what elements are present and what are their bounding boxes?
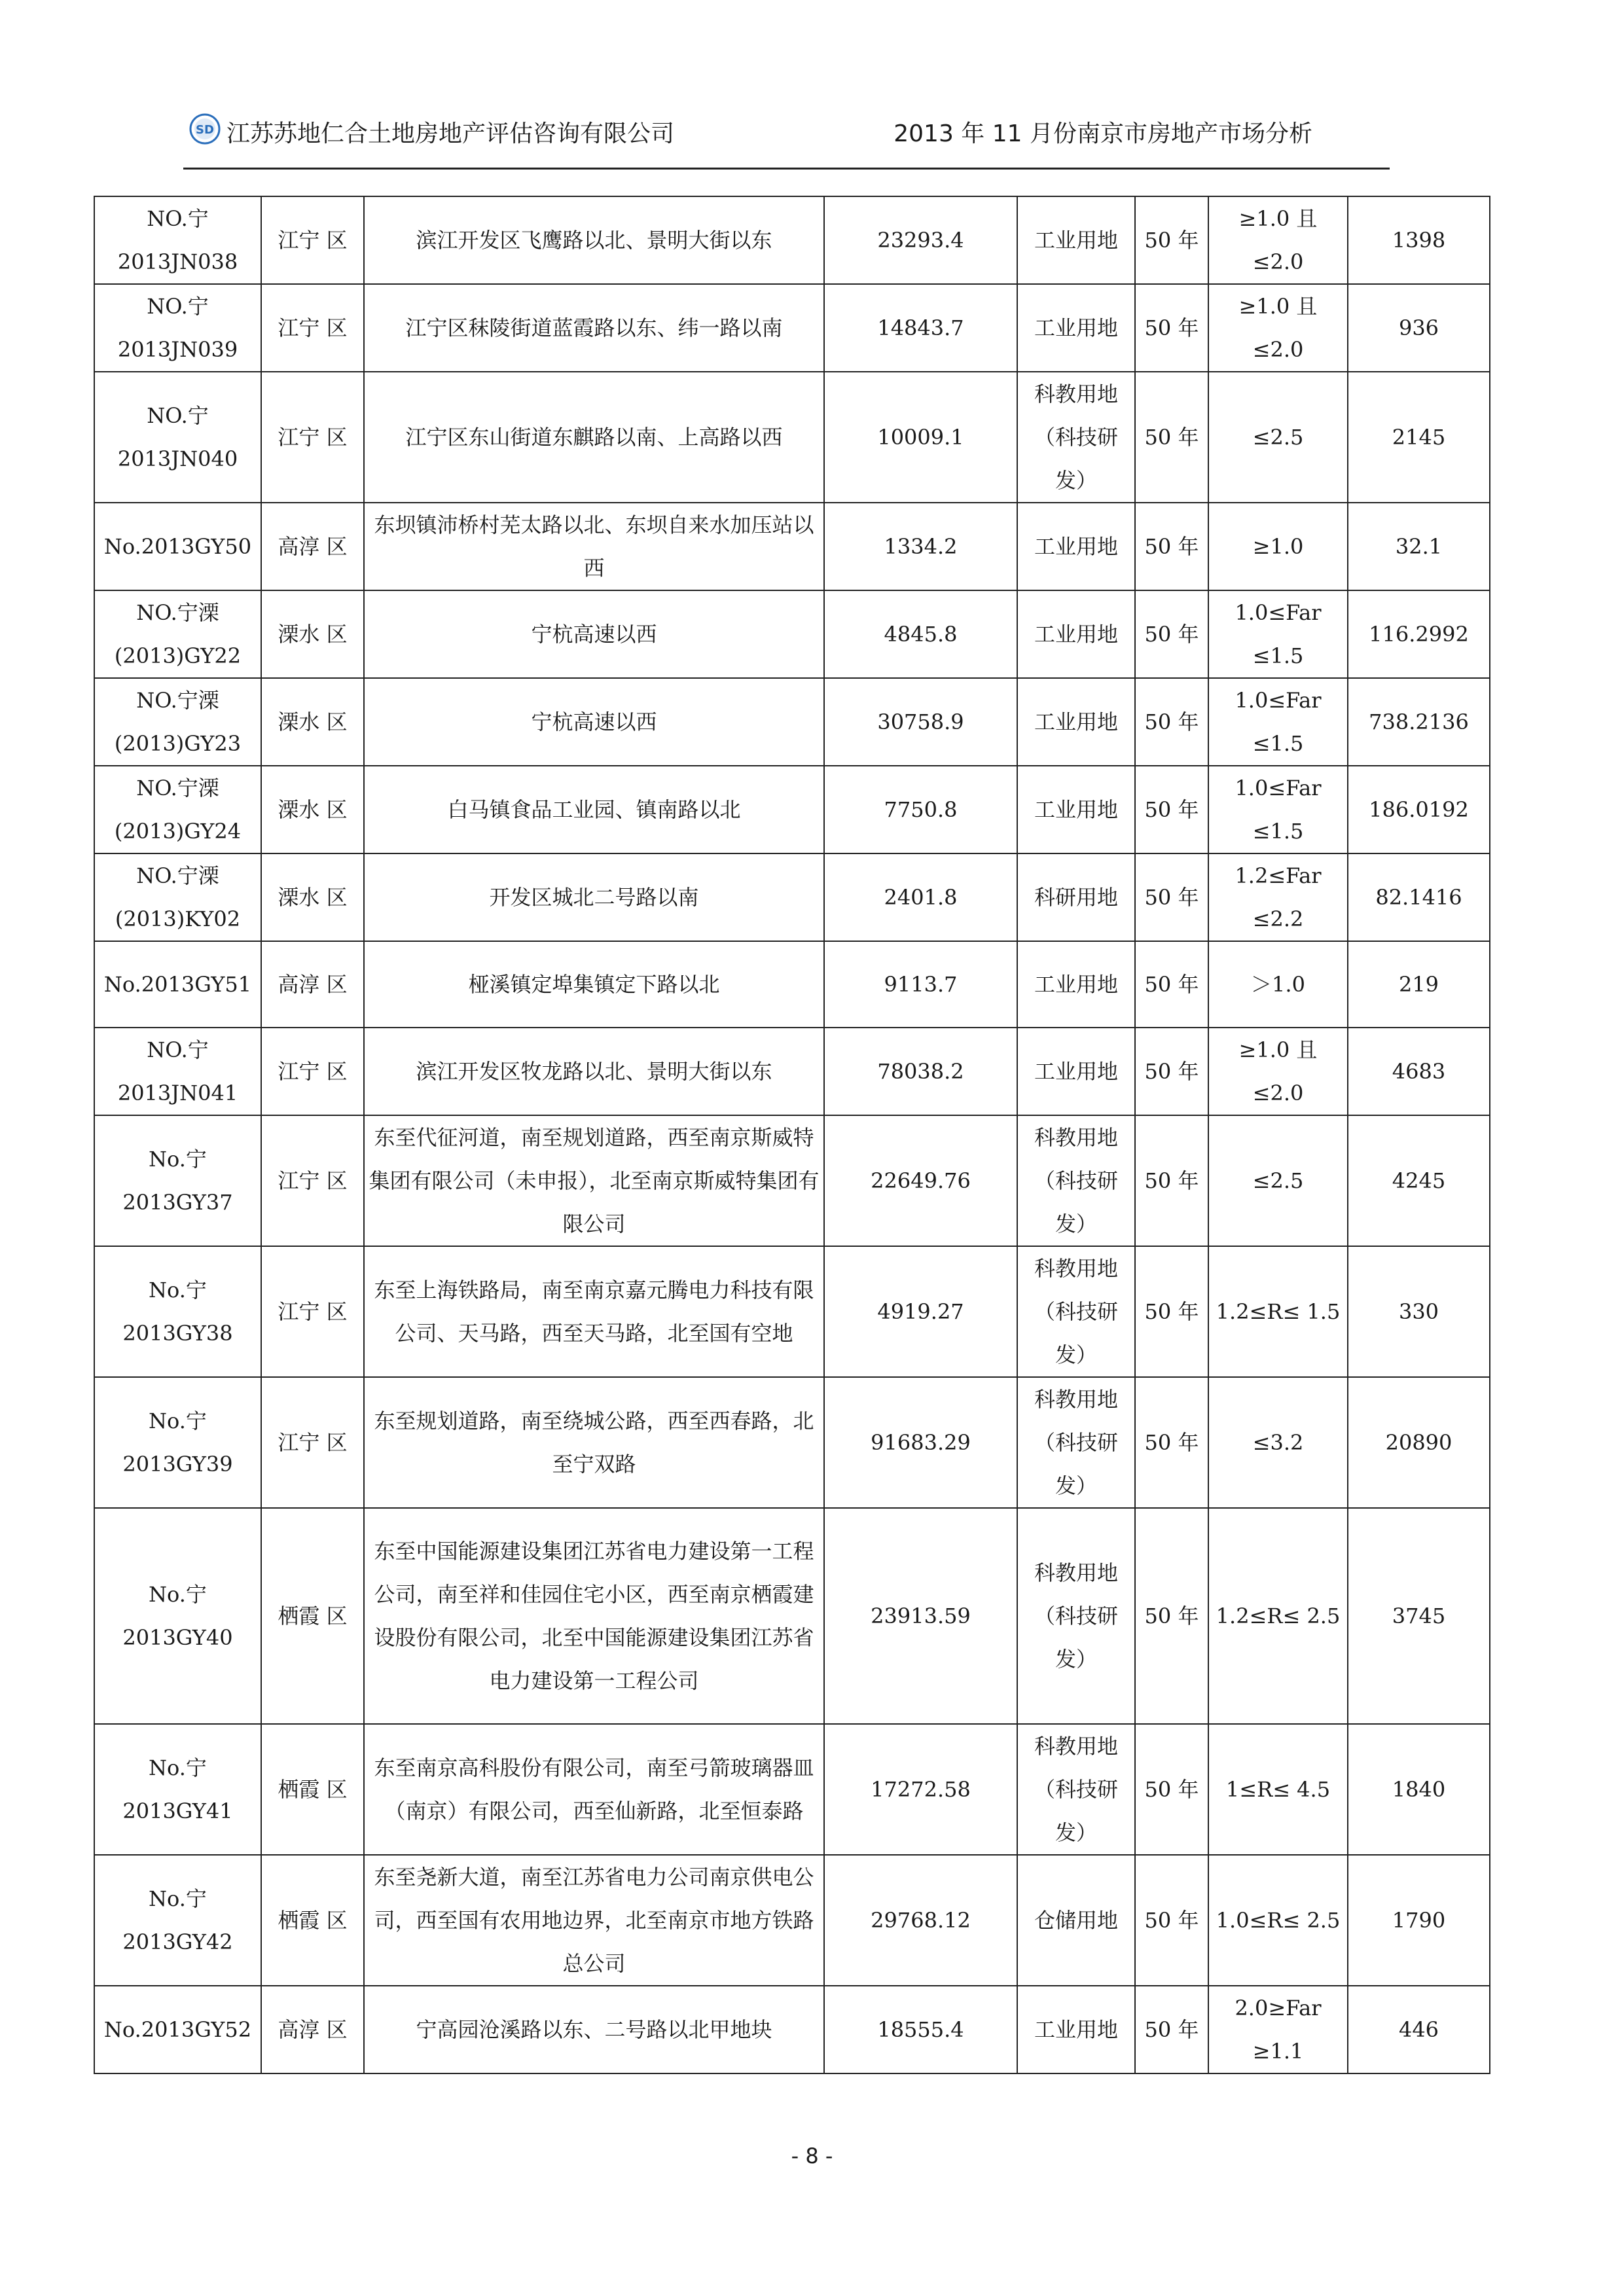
location-cell: 宁杭高速以西: [364, 590, 824, 678]
plot-number-cell: NO.宁溧 (2013)GY22: [94, 590, 261, 678]
area-cell: 91683.29: [824, 1377, 1017, 1508]
plot-ratio-cell: 1.0≤Far ≤1.5: [1208, 766, 1348, 853]
company-name: 江苏苏地仁合土地房地产评估咨询有限公司: [226, 120, 675, 147]
district-cell: 溧水 区: [261, 853, 364, 941]
area-cell: 9113.7: [824, 941, 1017, 1028]
location-cell: 东至代征河道，南至规划道路，西至南京斯威特集团有限公司（未申报），北至南京斯威特集团有限公司: [364, 1115, 824, 1246]
term-cell: 50 年: [1135, 941, 1208, 1028]
area-cell: 22649.76: [824, 1115, 1017, 1246]
plot-number-cell: No.宁 2013GY40: [94, 1508, 261, 1724]
land-use-cell: 仓储用地: [1017, 1855, 1135, 1986]
plot-ratio-cell: ＞1.0: [1208, 941, 1348, 1028]
plot-ratio-cell: ≥1.0 且 ≤2.0: [1208, 284, 1348, 372]
plot-number-cell: No.宁 2013GY41: [94, 1724, 261, 1855]
price-cell: 446: [1348, 1986, 1490, 2073]
location-cell: 开发区城北二号路以南: [364, 853, 824, 941]
term-cell: 50 年: [1135, 766, 1208, 853]
term-cell: 50 年: [1135, 1246, 1208, 1377]
plot-ratio-cell: ≤3.2: [1208, 1377, 1348, 1508]
table-row: [94, 503, 1490, 590]
land-use-cell: 科教用地（科技研发）: [1017, 1377, 1135, 1508]
plot-ratio-cell: 2.0≥Far ≥1.1: [1208, 1986, 1348, 2073]
district-cell: 溧水 区: [261, 766, 364, 853]
price-cell: 4245: [1348, 1115, 1490, 1246]
term-cell: 50 年: [1135, 1724, 1208, 1855]
plot-ratio-cell: 1.0≤R≤ 2.5: [1208, 1855, 1348, 1986]
area-cell: 1334.2: [824, 503, 1017, 590]
term-cell: 50 年: [1135, 1508, 1208, 1724]
plot-number-cell: NO.宁 2013JN038: [94, 196, 261, 284]
report-title: 2013 年 11 月份南京市房地产市场分析: [893, 120, 1312, 147]
term-cell: 50 年: [1135, 1986, 1208, 2073]
land-use-cell: 工业用地: [1017, 941, 1135, 1028]
plot-ratio-cell: 1.2≤R≤ 1.5: [1208, 1246, 1348, 1377]
plot-ratio-cell: ≥1.0 且 ≤2.0: [1208, 1028, 1348, 1115]
price-cell: 1840: [1348, 1724, 1490, 1855]
area-cell: 23293.4: [824, 196, 1017, 284]
price-cell: 2145: [1348, 372, 1490, 503]
table-body: [94, 196, 1490, 2073]
plot-ratio-cell: ≥1.0 且 ≤2.0: [1208, 196, 1348, 284]
table-row: [94, 1377, 1490, 1508]
price-cell: 82.1416: [1348, 853, 1490, 941]
district-cell: 江宁 区: [261, 1246, 364, 1377]
table-row: [94, 766, 1490, 853]
land-use-cell: 工业用地: [1017, 284, 1135, 372]
area-cell: 18555.4: [824, 1986, 1017, 2073]
price-cell: 219: [1348, 941, 1490, 1028]
plot-ratio-cell: 1.2≤Far ≤2.2: [1208, 853, 1348, 941]
location-cell: 东至规划道路，南至绕城公路，西至西春路，北至宁双路: [364, 1377, 824, 1508]
district-cell: 江宁 区: [261, 1028, 364, 1115]
plot-number-cell: NO.宁 2013JN041: [94, 1028, 261, 1115]
area-cell: 29768.12: [824, 1855, 1017, 1986]
plot-ratio-cell: ≤2.5: [1208, 372, 1348, 503]
plot-number-cell: No.宁 2013GY38: [94, 1246, 261, 1377]
location-cell: 滨江开发区牧龙路以北、景明大街以东: [364, 1028, 824, 1115]
header-divider: [183, 168, 1390, 170]
price-cell: 20890: [1348, 1377, 1490, 1508]
term-cell: 50 年: [1135, 1028, 1208, 1115]
land-transaction-table: [94, 196, 1490, 2074]
plot-number-cell: No.2013GY50: [94, 503, 261, 590]
district-cell: 高淳 区: [261, 1986, 364, 2073]
term-cell: 50 年: [1135, 1377, 1208, 1508]
plot-number-cell: No.宁 2013GY39: [94, 1377, 261, 1508]
price-cell: 3745: [1348, 1508, 1490, 1724]
district-cell: 溧水 区: [261, 678, 364, 766]
plot-number-cell: No.宁 2013GY42: [94, 1855, 261, 1986]
table-row: [94, 284, 1490, 372]
term-cell: 50 年: [1135, 1855, 1208, 1986]
district-cell: 江宁 区: [261, 196, 364, 284]
plot-ratio-cell: 1≤R≤ 4.5: [1208, 1724, 1348, 1855]
land-use-cell: 科教用地（科技研发）: [1017, 372, 1135, 503]
price-cell: 1398: [1348, 196, 1490, 284]
area-cell: 14843.7: [824, 284, 1017, 372]
plot-ratio-cell: ≥1.0: [1208, 503, 1348, 590]
area-cell: 4845.8: [824, 590, 1017, 678]
land-use-cell: 工业用地: [1017, 1986, 1135, 2073]
table-row: [94, 1855, 1490, 1986]
location-cell: 东坝镇沛桥村芜太路以北、东坝自来水加压站以西: [364, 503, 824, 590]
term-cell: 50 年: [1135, 196, 1208, 284]
table-row: [94, 678, 1490, 766]
district-cell: 江宁 区: [261, 1115, 364, 1246]
price-cell: 330: [1348, 1246, 1490, 1377]
table-row: [94, 1724, 1490, 1855]
area-cell: 7750.8: [824, 766, 1017, 853]
table-row: [94, 1028, 1490, 1115]
table-row: [94, 196, 1490, 284]
plot-ratio-cell: 1.0≤Far ≤1.5: [1208, 590, 1348, 678]
land-use-cell: 工业用地: [1017, 196, 1135, 284]
table-row: [94, 941, 1490, 1028]
table-row: [94, 372, 1490, 503]
location-cell: 东至上海铁路局，南至南京嘉元腾电力科技有限公司、天马路，西至天马路，北至国有空地: [364, 1246, 824, 1377]
price-cell: 116.2992: [1348, 590, 1490, 678]
plot-ratio-cell: ≤2.5: [1208, 1115, 1348, 1246]
area-cell: 2401.8: [824, 853, 1017, 941]
company-logo: [189, 113, 221, 145]
area-cell: 23913.59: [824, 1508, 1017, 1724]
district-cell: 栖霞 区: [261, 1724, 364, 1855]
table-row: [94, 1246, 1490, 1377]
location-cell: 东至中国能源建设集团江苏省电力建设第一工程公司，南至祥和佳园住宅小区，西至南京栖霞建设股份有限公司，北至中国能源建设集团江苏省电力建设第一工程公司: [364, 1508, 824, 1724]
location-cell: 东至尧新大道，南至江苏省电力公司南京供电公司，西至国有农用地边界，北至南京市地方铁路总公司: [364, 1855, 824, 1986]
land-use-cell: 工业用地: [1017, 1028, 1135, 1115]
land-use-cell: 科教用地（科技研发）: [1017, 1246, 1135, 1377]
term-cell: 50 年: [1135, 853, 1208, 941]
page-number: - 8 -: [791, 2144, 833, 2168]
land-use-cell: 工业用地: [1017, 678, 1135, 766]
price-cell: 738.2136: [1348, 678, 1490, 766]
location-cell: 江宁区东山街道东麒路以南、上高路以西: [364, 372, 824, 503]
location-cell: 滨江开发区飞鹰路以北、景明大街以东: [364, 196, 824, 284]
area-cell: 17272.58: [824, 1724, 1017, 1855]
location-cell: 江宁区秣陵街道蓝霞路以东、纬一路以南: [364, 284, 824, 372]
page-header: [183, 110, 1388, 157]
district-cell: 江宁 区: [261, 372, 364, 503]
plot-number-cell: No.2013GY52: [94, 1986, 261, 2073]
land-use-cell: 工业用地: [1017, 503, 1135, 590]
plot-number-cell: NO.宁 2013JN039: [94, 284, 261, 372]
land-use-cell: 科研用地: [1017, 853, 1135, 941]
area-cell: 4919.27: [824, 1246, 1017, 1377]
land-use-cell: 科教用地（科技研发）: [1017, 1115, 1135, 1246]
plot-ratio-cell: 1.2≤R≤ 2.5: [1208, 1508, 1348, 1724]
district-cell: 高淳 区: [261, 941, 364, 1028]
plot-number-cell: NO.宁溧 (2013)GY24: [94, 766, 261, 853]
location-cell: 白马镇食品工业园、镇南路以北: [364, 766, 824, 853]
district-cell: 溧水 区: [261, 590, 364, 678]
area-cell: 30758.9: [824, 678, 1017, 766]
price-cell: 1790: [1348, 1855, 1490, 1986]
term-cell: 50 年: [1135, 678, 1208, 766]
land-use-cell: 科教用地（科技研发）: [1017, 1724, 1135, 1855]
plot-ratio-cell: 1.0≤Far ≤1.5: [1208, 678, 1348, 766]
area-cell: 78038.2: [824, 1028, 1017, 1115]
plot-number-cell: NO.宁溧 (2013)GY23: [94, 678, 261, 766]
district-cell: 高淳 区: [261, 503, 364, 590]
table-row: [94, 853, 1490, 941]
term-cell: 50 年: [1135, 1115, 1208, 1246]
land-use-cell: 工业用地: [1017, 590, 1135, 678]
term-cell: 50 年: [1135, 590, 1208, 678]
area-cell: 10009.1: [824, 372, 1017, 503]
district-cell: 栖霞 区: [261, 1855, 364, 1986]
plot-number-cell: No.2013GY51: [94, 941, 261, 1028]
price-cell: 936: [1348, 284, 1490, 372]
plot-number-cell: No.宁 2013GY37: [94, 1115, 261, 1246]
plot-number-cell: NO.宁溧 (2013)KY02: [94, 853, 261, 941]
term-cell: 50 年: [1135, 503, 1208, 590]
location-cell: 宁杭高速以西: [364, 678, 824, 766]
land-use-cell: 科教用地（科技研发）: [1017, 1508, 1135, 1724]
term-cell: 50 年: [1135, 372, 1208, 503]
table-row: [94, 1986, 1490, 2073]
price-cell: 4683: [1348, 1028, 1490, 1115]
plot-number-cell: NO.宁 2013JN040: [94, 372, 261, 503]
district-cell: 栖霞 区: [261, 1508, 364, 1724]
price-cell: 186.0192: [1348, 766, 1490, 853]
district-cell: 江宁 区: [261, 1377, 364, 1508]
svg-text:SD: SD: [196, 123, 214, 137]
location-cell: 东至南京高科股份有限公司，南至弓箭玻璃器皿（南京）有限公司，西至仙新路，北至恒泰路: [364, 1724, 824, 1855]
district-cell: 江宁 区: [261, 284, 364, 372]
location-cell: 桠溪镇定埠集镇定下路以北: [364, 941, 824, 1028]
table-row: [94, 1508, 1490, 1724]
land-use-cell: 工业用地: [1017, 766, 1135, 853]
table-row: [94, 590, 1490, 678]
term-cell: 50 年: [1135, 284, 1208, 372]
price-cell: 32.1: [1348, 503, 1490, 590]
table-row: [94, 1115, 1490, 1246]
location-cell: 宁高园沧溪路以东、二号路以北甲地块: [364, 1986, 824, 2073]
